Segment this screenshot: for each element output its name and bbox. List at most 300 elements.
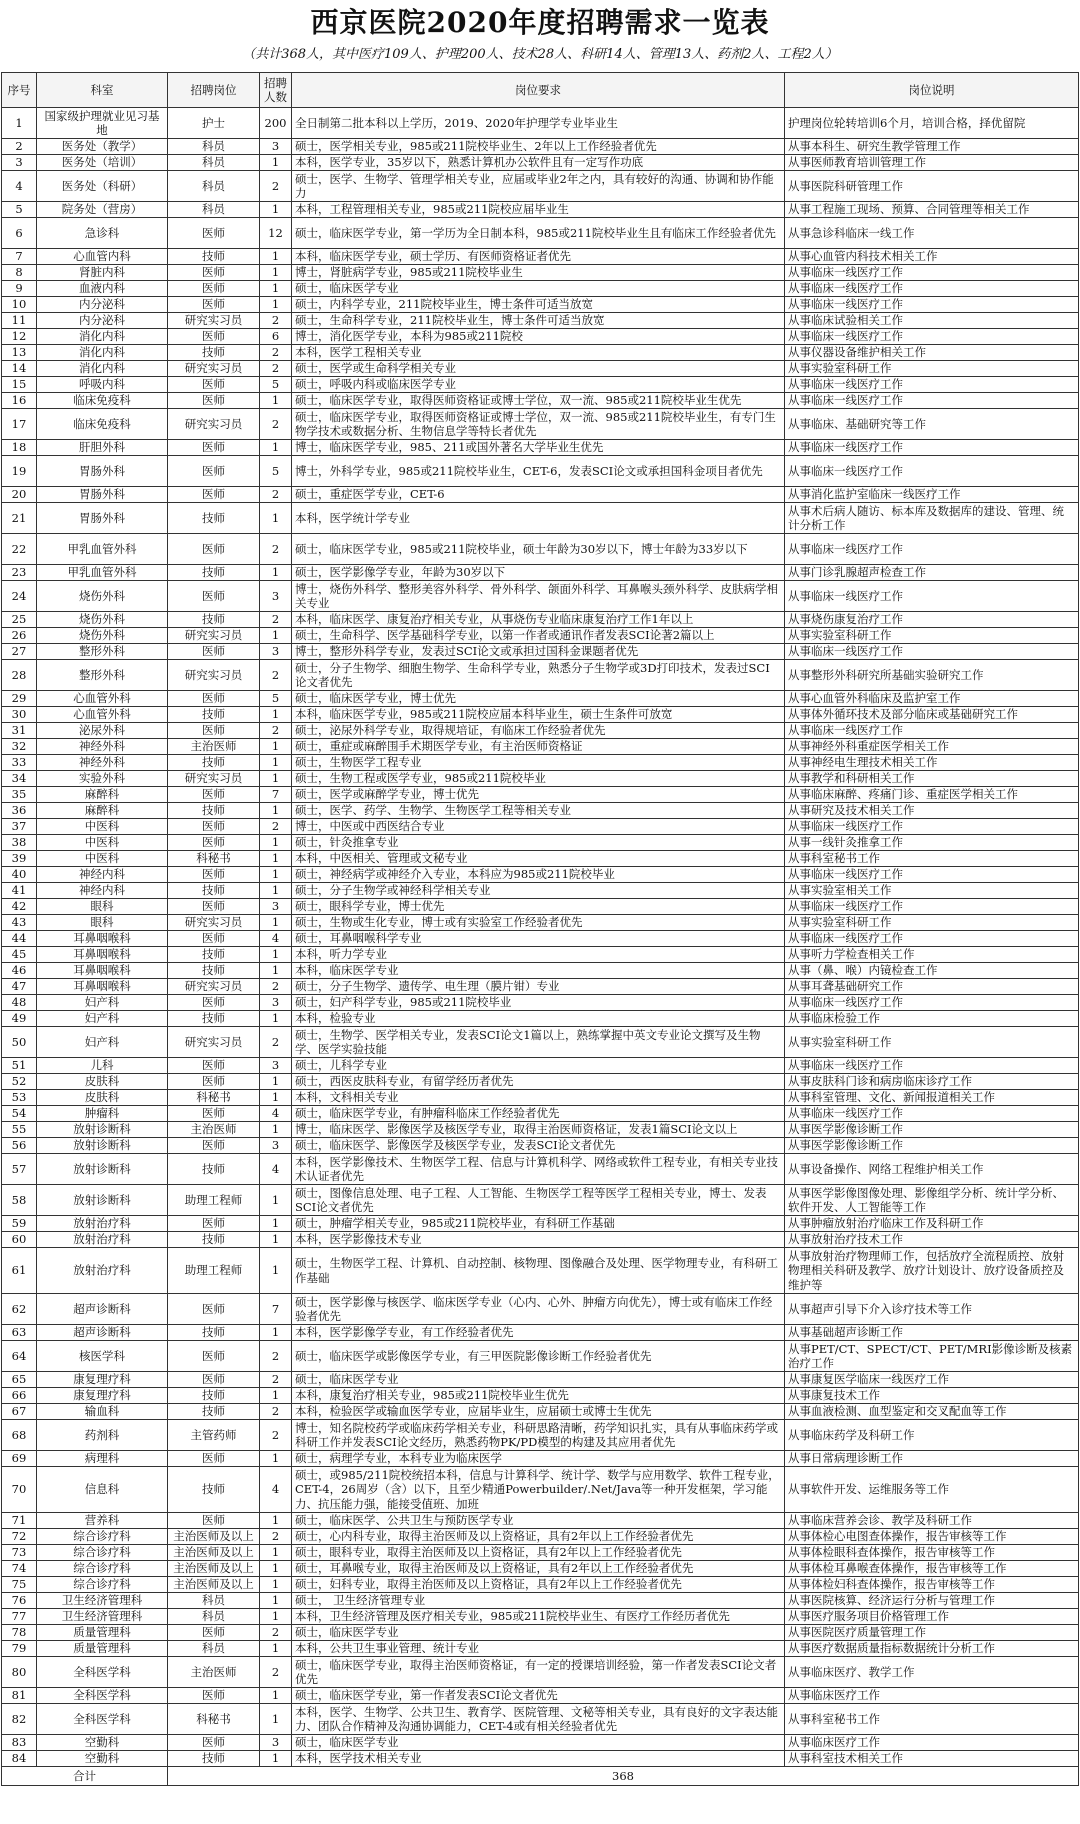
row-post: 助理工程师 — [168, 1248, 260, 1294]
row-no: 8 — [2, 265, 37, 281]
row-post: 医师 — [168, 1625, 260, 1641]
row-no: 54 — [2, 1106, 37, 1122]
row-no: 63 — [2, 1325, 37, 1341]
row-description: 从事临床一线医疗工作 — [785, 297, 1079, 313]
row-dept: 院务处（营房） — [37, 202, 168, 218]
table-row — [2, 1138, 1079, 1154]
row-count: 1 — [260, 1216, 292, 1232]
row-dept: 心血管外科 — [37, 707, 168, 723]
row-dept: 神经内科 — [37, 867, 168, 883]
row-description: 从事临床试验相关工作 — [785, 313, 1079, 329]
table-row — [2, 707, 1079, 723]
row-dept: 肿瘤科 — [37, 1106, 168, 1122]
row-no: 59 — [2, 1216, 37, 1232]
row-no: 35 — [2, 787, 37, 803]
table-row — [2, 281, 1079, 297]
row-requirements: 本科，公共卫生事业管理、统计专业 — [292, 1641, 785, 1657]
row-post: 研究实习员 — [168, 660, 260, 691]
row-description: 从事临床一线医疗工作 — [785, 456, 1079, 487]
row-count: 1 — [260, 1513, 292, 1529]
row-dept: 急诊科 — [37, 218, 168, 249]
row-dept: 全科医学科 — [37, 1657, 168, 1688]
row-count: 4 — [260, 1467, 292, 1513]
row-post: 主治医师及以上 — [168, 1529, 260, 1545]
table-row — [2, 361, 1079, 377]
row-no: 56 — [2, 1138, 37, 1154]
row-description: 从事研究及技术相关工作 — [785, 803, 1079, 819]
row-dept: 神经内科 — [37, 883, 168, 899]
row-dept: 药剂科 — [37, 1420, 168, 1451]
row-description: 从事临床一线医疗工作 — [785, 723, 1079, 739]
table-row — [2, 393, 1079, 409]
row-dept: 泌尿外科 — [37, 723, 168, 739]
row-count: 1 — [260, 1593, 292, 1609]
row-requirements: 硕士，生物或生化专业，博士或有实验室工作经验者优先 — [292, 915, 785, 931]
row-post: 助理工程师 — [168, 1185, 260, 1216]
row-dept: 麻醉科 — [37, 803, 168, 819]
row-dept: 麻醉科 — [37, 787, 168, 803]
row-post: 医师 — [168, 899, 260, 915]
row-requirements: 硕士，临床医学专业，取得主治医师资格证，有一定的授课培训经验，第一作者发表SCI论文者优先 — [292, 1657, 785, 1688]
row-no: 24 — [2, 581, 37, 612]
row-requirements: 硕士，临床医学专业 — [292, 281, 785, 297]
row-post: 医师 — [168, 1074, 260, 1090]
row-requirements: 硕士，耳鼻喉专业，取得主治医师及以上资格证，具有2年以上工作经验者优先 — [292, 1561, 785, 1577]
row-dept: 眼科 — [37, 899, 168, 915]
row-requirements: 硕士，神经病学或神经介入专业，本科应为985或211院校毕业 — [292, 867, 785, 883]
row-post: 医师 — [168, 644, 260, 660]
row-requirements: 硕士，西医皮肤科专业，有留学经历者优先 — [292, 1074, 785, 1090]
row-dept: 内分泌科 — [37, 313, 168, 329]
row-description: 从事心血管内科技术相关工作 — [785, 249, 1079, 265]
row-description: 护理岗位轮转培训6个月，培训合格，择优留院 — [785, 108, 1079, 139]
row-no: 68 — [2, 1420, 37, 1451]
row-no: 77 — [2, 1609, 37, 1625]
row-no: 75 — [2, 1577, 37, 1593]
row-no: 70 — [2, 1467, 37, 1513]
row-dept: 实验外科 — [37, 771, 168, 787]
table-row — [2, 1467, 1079, 1513]
row-dept: 呼吸内科 — [37, 377, 168, 393]
row-requirements: 本科，临床医学专业，硕士学历、有医师资格证者优先 — [292, 249, 785, 265]
row-count: 7 — [260, 1294, 292, 1325]
row-description: 从事医疗数据质量指标数据统计分析工作 — [785, 1641, 1079, 1657]
row-requirements: 本科，医学、生物学、公共卫生、教育学、医院管理、文秘等相关专业，具有良好的文字表达能力、团队合作精神及沟通协调能力，CET-4或有相关经验者优先 — [292, 1704, 785, 1735]
table-row — [2, 1593, 1079, 1609]
table-row — [2, 1185, 1079, 1216]
total-value: 368 — [168, 1767, 1079, 1786]
row-requirements: 硕士，心内科专业，取得主治医师及以上资格证，具有2年以上工作经验者优先 — [292, 1529, 785, 1545]
row-requirements: 博士，临床医学、影像医学及核医学专业，取得主治医师资格证，发表1篇SCI论文以上 — [292, 1122, 785, 1138]
row-count: 1 — [260, 915, 292, 931]
row-count: 1 — [260, 297, 292, 313]
row-requirements: 博士，消化医学专业，本科为985或211院校 — [292, 329, 785, 345]
row-requirements: 全日制第二批本科以上学历，2019、2020年护理学专业毕业生 — [292, 108, 785, 139]
row-requirements: 硕士，医学或生命科学相关专业 — [292, 361, 785, 377]
row-no: 72 — [2, 1529, 37, 1545]
row-count: 7 — [260, 787, 292, 803]
row-count: 1 — [260, 1185, 292, 1216]
row-dept: 全科医学科 — [37, 1688, 168, 1704]
header-dept: 科室 — [37, 73, 168, 108]
row-post: 医师 — [168, 1688, 260, 1704]
row-requirements: 博士，中医或中西医结合专业 — [292, 819, 785, 835]
row-description: 从事仪器设备维护相关工作 — [785, 345, 1079, 361]
row-count: 3 — [260, 644, 292, 660]
row-count: 1 — [260, 1325, 292, 1341]
table-row — [2, 1248, 1079, 1294]
row-count: 5 — [260, 456, 292, 487]
row-count: 1 — [260, 947, 292, 963]
row-requirements: 硕士，肿瘤学相关专业，985或211院校毕业，有科研工作基础 — [292, 1216, 785, 1232]
row-no: 39 — [2, 851, 37, 867]
row-requirements: 博士，临床医学专业，985、211或国外著名大学毕业生优先 — [292, 440, 785, 456]
row-no: 25 — [2, 612, 37, 628]
row-count: 1 — [260, 739, 292, 755]
row-description: 从事门诊乳腺超声检查工作 — [785, 565, 1079, 581]
row-post: 医师 — [168, 1058, 260, 1074]
row-count: 3 — [260, 995, 292, 1011]
row-description: 从事医院科研管理工作 — [785, 171, 1079, 202]
row-no: 81 — [2, 1688, 37, 1704]
row-no: 46 — [2, 963, 37, 979]
header-post: 招聘岗位 — [168, 73, 260, 108]
table-row — [2, 691, 1079, 707]
row-description: 从事神经电生理技术相关工作 — [785, 755, 1079, 771]
row-dept: 中医科 — [37, 819, 168, 835]
row-description: 从事日常病理诊断工作 — [785, 1451, 1079, 1467]
row-requirements: 本科，医学影像学专业，有工作经验者优先 — [292, 1325, 785, 1341]
table-row — [2, 487, 1079, 503]
row-post: 技师 — [168, 1154, 260, 1185]
row-post: 科员 — [168, 139, 260, 155]
row-description: 从事临床一线医疗工作 — [785, 534, 1079, 565]
row-count: 6 — [260, 329, 292, 345]
row-dept: 心血管外科 — [37, 691, 168, 707]
row-post: 主治医师 — [168, 739, 260, 755]
row-count: 1 — [260, 249, 292, 265]
row-description: 从事PET/CT、SPECT/CT、PET/MRI影像诊断及核素治疗工作 — [785, 1341, 1079, 1372]
row-description: 从事临床一线医疗工作 — [785, 644, 1079, 660]
row-requirements: 硕士，生物医学工程、计算机、自动控制、核物理、图像融合及处理、医学物理专业，有科研工作基础 — [292, 1248, 785, 1294]
table-row — [2, 899, 1079, 915]
row-requirements: 硕士，医学影像学专业，年龄为30岁以下 — [292, 565, 785, 581]
row-no: 62 — [2, 1294, 37, 1325]
row-post: 医师 — [168, 487, 260, 503]
row-post: 医师 — [168, 1294, 260, 1325]
row-dept: 超声诊断科 — [37, 1294, 168, 1325]
row-requirements: 本科，康复治疗相关专业，985或211院校毕业生优先 — [292, 1388, 785, 1404]
row-requirements: 本科，医学影像技术、生物医学工程、信息与计算机科学、网络或软件工程专业，有相关专业技术认证者优先 — [292, 1154, 785, 1185]
table-row — [2, 1074, 1079, 1090]
row-no: 41 — [2, 883, 37, 899]
row-requirements: 硕士，分子生物学、细胞生物学、生命科学专业，熟悉分子生物学或3D打印技术，发表过SCI论文者优先 — [292, 660, 785, 691]
row-post: 技师 — [168, 1325, 260, 1341]
row-dept: 心血管内科 — [37, 249, 168, 265]
row-description: 从事体检妇科查体操作，报告审核等工作 — [785, 1577, 1079, 1593]
row-post: 医师 — [168, 581, 260, 612]
table-row — [2, 1090, 1079, 1106]
table-row — [2, 1561, 1079, 1577]
row-no: 40 — [2, 867, 37, 883]
row-description: 从事听力学检查相关工作 — [785, 947, 1079, 963]
row-count: 1 — [260, 1388, 292, 1404]
row-dept: 放射治疗科 — [37, 1232, 168, 1248]
row-dept: 质量管理科 — [37, 1625, 168, 1641]
row-no: 1 — [2, 108, 37, 139]
row-post: 科员 — [168, 155, 260, 171]
row-no: 5 — [2, 202, 37, 218]
row-post: 技师 — [168, 565, 260, 581]
row-description: 从事一线针灸推拿工作 — [785, 835, 1079, 851]
row-description: 从事临床一线医疗工作 — [785, 867, 1079, 883]
row-no: 50 — [2, 1027, 37, 1058]
row-description: 从事科室管理、文化、新闻报道相关工作 — [785, 1090, 1079, 1106]
table-row — [2, 171, 1079, 202]
row-dept: 综合诊疗科 — [37, 1529, 168, 1545]
row-description: 从事医师教育培训管理工作 — [785, 155, 1079, 171]
row-post: 医师 — [168, 1106, 260, 1122]
row-description: 从事体外循环技术及部分临床或基础研究工作 — [785, 707, 1079, 723]
row-description: 从事实验室科研工作 — [785, 915, 1079, 931]
row-requirements: 硕士，临床医学专业，取得医师资格证或博士学位，双一流、985或211院校毕业生优先 — [292, 393, 785, 409]
row-count: 2 — [260, 612, 292, 628]
row-count: 1 — [260, 1688, 292, 1704]
row-post: 科秘书 — [168, 1704, 260, 1735]
page-subtitle: （共计368人，其中医疗109人、护理200人、技术28人、科研14人、管理13人、药剂2人、工程2人） — [242, 47, 838, 62]
table-row — [2, 1388, 1079, 1404]
row-description: 从事软件开发、运维服务等工作 — [785, 1467, 1079, 1513]
row-requirements: 本科，文科相关专业 — [292, 1090, 785, 1106]
row-dept: 内分泌科 — [37, 297, 168, 313]
row-no: 44 — [2, 931, 37, 947]
row-post: 技师 — [168, 707, 260, 723]
row-post: 主治医师 — [168, 1122, 260, 1138]
row-dept: 神经外科 — [37, 739, 168, 755]
row-count: 4 — [260, 1154, 292, 1185]
row-post: 医师 — [168, 377, 260, 393]
row-post: 医师 — [168, 218, 260, 249]
row-dept: 消化内科 — [37, 329, 168, 345]
row-count: 1 — [260, 1451, 292, 1467]
row-description: 从事体检心电图查体操作，报告审核等工作 — [785, 1529, 1079, 1545]
row-dept: 综合诊疗科 — [37, 1561, 168, 1577]
row-requirements: 博士，外科学专业，985或211院校毕业生，CET-6，发表SCI论文或承担国科金项目者优先 — [292, 456, 785, 487]
row-no: 38 — [2, 835, 37, 851]
table-row — [2, 755, 1079, 771]
row-dept: 康复理疗科 — [37, 1388, 168, 1404]
row-post: 科员 — [168, 1609, 260, 1625]
row-requirements: 本科，临床医学专业 — [292, 963, 785, 979]
row-requirements: 硕士，临床医学专业，第一学历为全日制本科，985或211院校毕业生且有临床工作经验者优先 — [292, 218, 785, 249]
table-row — [2, 329, 1079, 345]
row-count: 2 — [260, 1341, 292, 1372]
row-post: 技师 — [168, 503, 260, 534]
row-no: 48 — [2, 995, 37, 1011]
row-post: 研究实习员 — [168, 915, 260, 931]
row-description: 从事医疗服务项目价格管理工作 — [785, 1609, 1079, 1625]
row-description: 从事临床一线医疗工作 — [785, 440, 1079, 456]
table-body — [2, 108, 1079, 1767]
row-description: 从事心血管外科临床及监护室工作 — [785, 691, 1079, 707]
table-row — [2, 963, 1079, 979]
row-count: 1 — [260, 1561, 292, 1577]
row-post: 科秘书 — [168, 1090, 260, 1106]
row-count: 1 — [260, 867, 292, 883]
row-no: 34 — [2, 771, 37, 787]
row-post: 医师 — [168, 867, 260, 883]
row-post: 研究实习员 — [168, 1027, 260, 1058]
row-post: 医师 — [168, 265, 260, 281]
header-no: 序号 — [2, 73, 37, 108]
table-row — [2, 644, 1079, 660]
row-count: 1 — [260, 565, 292, 581]
row-description: 从事体检耳鼻喉查体操作，报告审核等工作 — [785, 1561, 1079, 1577]
row-requirements: 硕士，病理学专业，本科专业为临床医学 — [292, 1451, 785, 1467]
table-row — [2, 503, 1079, 534]
table-row — [2, 1735, 1079, 1751]
row-count: 1 — [260, 281, 292, 297]
row-post: 技师 — [168, 1232, 260, 1248]
row-post: 医师 — [168, 440, 260, 456]
row-dept: 中医科 — [37, 835, 168, 851]
row-description: 从事临床一线医疗工作 — [785, 377, 1079, 393]
row-post: 技师 — [168, 345, 260, 361]
table-row — [2, 1106, 1079, 1122]
row-requirements: 博士，肾脏病学专业，985或211院校毕业生 — [292, 265, 785, 281]
row-description: 从事康复技术工作 — [785, 1388, 1079, 1404]
row-description: 从事临床医疗工作 — [785, 1688, 1079, 1704]
row-no: 66 — [2, 1388, 37, 1404]
row-post: 技师 — [168, 755, 260, 771]
row-description: 从事实验室科研工作 — [785, 1027, 1079, 1058]
row-count: 1 — [260, 1248, 292, 1294]
row-no: 18 — [2, 440, 37, 456]
table-row — [2, 155, 1079, 171]
header-requirements: 岗位要求 — [292, 73, 785, 108]
row-post: 医师 — [168, 819, 260, 835]
row-description: 从事科室秘书工作 — [785, 1704, 1079, 1735]
row-description: 从事皮肤科门诊和病房临床诊疗工作 — [785, 1074, 1079, 1090]
row-dept: 肾脏内科 — [37, 265, 168, 281]
row-requirements: 硕士，生物医学工程专业 — [292, 755, 785, 771]
row-count: 5 — [260, 377, 292, 393]
row-description: 从事临床一线医疗工作 — [785, 931, 1079, 947]
row-description: 从事科室技术相关工作 — [785, 1751, 1079, 1767]
table-row — [2, 1216, 1079, 1232]
row-no: 12 — [2, 329, 37, 345]
row-description: 从事临床一线医疗工作 — [785, 281, 1079, 297]
table-row — [2, 265, 1079, 281]
row-description: 从事烧伤康复治疗工作 — [785, 612, 1079, 628]
row-dept: 儿科 — [37, 1058, 168, 1074]
table-row — [2, 1404, 1079, 1420]
row-count: 2 — [260, 1657, 292, 1688]
row-dept: 病理科 — [37, 1451, 168, 1467]
row-description: 从事临床一线医疗工作 — [785, 329, 1079, 345]
row-requirements: 本科，临床医学专业，985或211院校应届本科毕业生，硕士生条件可放宽 — [292, 707, 785, 723]
row-requirements: 硕士，呼吸内科或临床医学专业 — [292, 377, 785, 393]
row-description: 从事临床一线医疗工作 — [785, 265, 1079, 281]
row-post: 医师 — [168, 456, 260, 487]
row-post: 研究实习员 — [168, 979, 260, 995]
row-dept: 放射诊断科 — [37, 1185, 168, 1216]
table-row — [2, 440, 1079, 456]
row-post: 技师 — [168, 249, 260, 265]
row-dept: 临床免疫科 — [37, 393, 168, 409]
row-description: 从事实验室相关工作 — [785, 883, 1079, 899]
row-dept: 信息科 — [37, 1467, 168, 1513]
table-row — [2, 534, 1079, 565]
row-post: 医师 — [168, 931, 260, 947]
row-description: 从事设备操作、网络工程维护相关工作 — [785, 1154, 1079, 1185]
row-post: 技师 — [168, 883, 260, 899]
row-no: 31 — [2, 723, 37, 739]
row-count: 2 — [260, 819, 292, 835]
row-count: 1 — [260, 265, 292, 281]
row-count: 1 — [260, 1577, 292, 1593]
row-count: 1 — [260, 1609, 292, 1625]
row-no: 61 — [2, 1248, 37, 1294]
table-row — [2, 612, 1079, 628]
row-requirements: 硕士，图像信息处理、电子工程、人工智能、生物医学工程等医学工程相关专业，博士、发表SCI论文者优先 — [292, 1185, 785, 1216]
table-row — [2, 108, 1079, 139]
row-post: 研究实习员 — [168, 628, 260, 644]
table-row — [2, 1325, 1079, 1341]
table-row — [2, 345, 1079, 361]
row-dept: 神经外科 — [37, 755, 168, 771]
row-count: 1 — [260, 835, 292, 851]
row-no: 71 — [2, 1513, 37, 1529]
table-row — [2, 1341, 1079, 1372]
row-no: 82 — [2, 1704, 37, 1735]
row-no: 57 — [2, 1154, 37, 1185]
row-requirements: 硕士，妇产科学专业，985或211院校毕业 — [292, 995, 785, 1011]
row-post: 主治医师及以上 — [168, 1545, 260, 1561]
row-count: 1 — [260, 1751, 292, 1767]
row-count: 1 — [260, 771, 292, 787]
row-description: 从事医学影像诊断工作 — [785, 1138, 1079, 1154]
row-no: 17 — [2, 409, 37, 440]
row-description: 从事基础超声诊断工作 — [785, 1325, 1079, 1341]
table-row — [2, 1122, 1079, 1138]
row-dept: 消化内科 — [37, 361, 168, 377]
row-post: 医师 — [168, 534, 260, 565]
row-dept: 医务处（培训） — [37, 155, 168, 171]
row-no: 83 — [2, 1735, 37, 1751]
row-no: 65 — [2, 1372, 37, 1388]
row-no: 19 — [2, 456, 37, 487]
table-row — [2, 1577, 1079, 1593]
header-count: 招聘人数 — [260, 73, 292, 108]
row-count: 2 — [260, 361, 292, 377]
recruitment-table — [1, 72, 1079, 1786]
row-description: 从事超声引导下介入诊疗技术等工作 — [785, 1294, 1079, 1325]
row-post: 研究实习员 — [168, 409, 260, 440]
row-description: 从事临床一线医疗工作 — [785, 1058, 1079, 1074]
row-post: 技师 — [168, 612, 260, 628]
row-post: 技师 — [168, 803, 260, 819]
row-count: 1 — [260, 755, 292, 771]
table-row — [2, 947, 1079, 963]
table-row — [2, 456, 1079, 487]
row-requirements: 本科，医学影像技术专业 — [292, 1232, 785, 1248]
row-no: 14 — [2, 361, 37, 377]
row-no: 60 — [2, 1232, 37, 1248]
table-row — [2, 313, 1079, 329]
row-count: 1 — [260, 1641, 292, 1657]
table-row — [2, 1011, 1079, 1027]
